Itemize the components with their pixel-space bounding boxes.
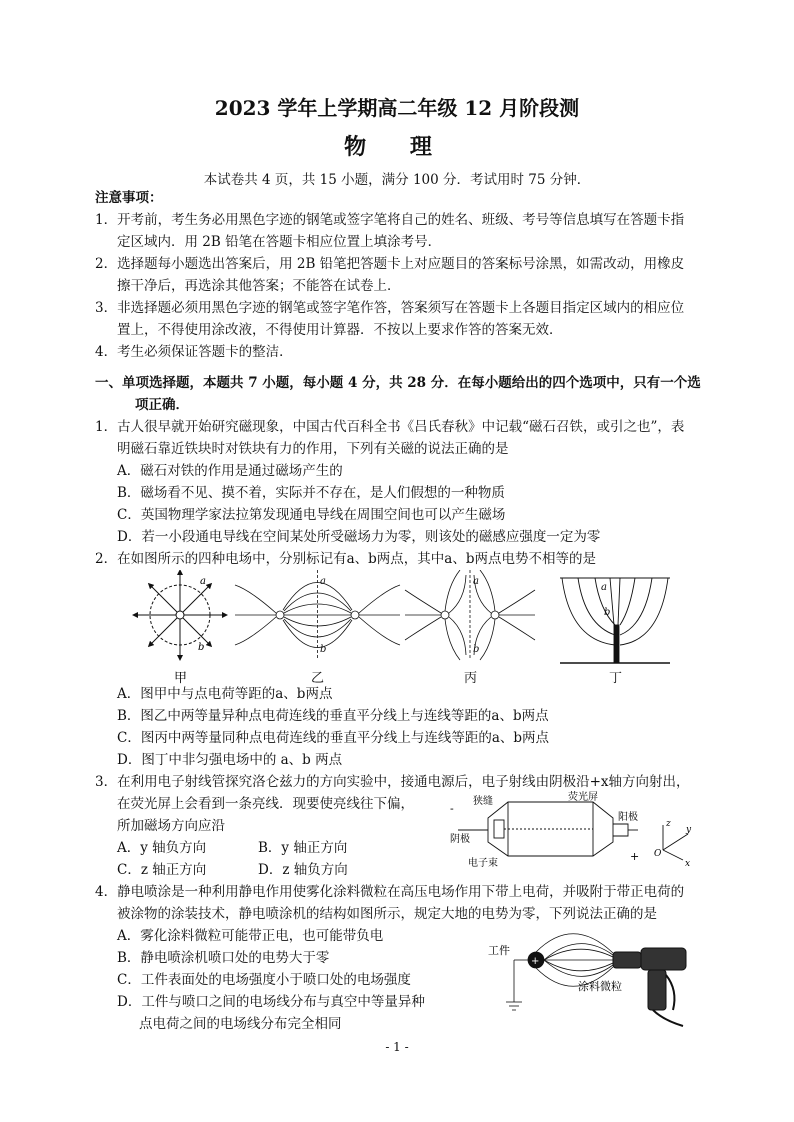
q2-stem: 2．在如图所示的四种电场中，分别标记有a、b两点，其中a、b两点电势不相等的是 <box>95 551 596 567</box>
q3-option-a: A．y 轴负方向 <box>117 840 207 856</box>
figure-bing <box>405 570 535 686</box>
q4-option-d: D．工件与喷口之间的电场线分布与真空中等量异种 <box>117 994 425 1010</box>
q3-stem: 3．在利用电子射线管探究洛仑兹力的方向实验中，接通电源后，电子射线由阴极沿+x轴方向射出， <box>95 774 690 790</box>
point-b-label: b <box>604 607 611 618</box>
screen-label: 荧光屏 <box>568 792 598 803</box>
note-line: 4．考生必须保证答题卡的整洁． <box>95 344 293 360</box>
anode-label: 阳极 <box>618 812 638 823</box>
axis-z: z <box>666 819 671 829</box>
q3-option-d: D．z 轴负方向 <box>258 862 348 878</box>
figure-label-jia: 甲 <box>174 671 188 686</box>
figure-label-yi: 乙 <box>311 671 325 686</box>
note-line: 定区域内．用 2B 铅笔在答题卡相应位置上填涂考号． <box>117 234 442 250</box>
point-a-label: a <box>473 576 479 587</box>
section-heading-cont: 项正确． <box>135 397 189 413</box>
workpiece-charge: + <box>531 956 540 967</box>
exam-title: 2023 学年上学期高二年级 12 月阶段测 <box>214 96 580 120</box>
cathode-label: 阴极 <box>450 834 470 845</box>
q4-option-a: A．雾化涂料微粒可能带正电，也可能带负电 <box>117 928 384 944</box>
anode-plus: + <box>630 850 640 863</box>
q2-figures <box>130 570 690 690</box>
figure-label-bing: 丙 <box>464 671 478 686</box>
q2-option-d: D．图丁中非匀强电场中的 a、b 两点 <box>117 752 343 768</box>
q4-option-d-cont: 点电荷之间的电场线分布完全相同 <box>139 1016 342 1032</box>
particles-label: 涂料微粒 <box>578 980 622 993</box>
workpiece-label: 工件 <box>488 944 510 957</box>
exam-meta: 本试卷共 4 页，共 15 小题，满分 100 分．考试用时 75 分钟． <box>203 172 591 188</box>
point-b-label: b <box>320 644 327 655</box>
note-line: 3．非选择题必须用黑色字迹的钢笔或签字笔作答，答案须写在答题卡上各题目指定区域内的相应位 <box>95 300 685 316</box>
point-b-label: b <box>473 644 480 655</box>
point-a-label: a <box>601 582 607 593</box>
q3-option-b: B．y 轴正方向 <box>258 840 348 856</box>
q1-option-a: A．磁石对铁的作用是通过磁场产生的 <box>117 463 343 479</box>
axis-origin: O <box>654 849 662 859</box>
q2-option-b: B．图乙中两等量异种点电荷连线的垂直平分线上与连线等距的a、b两点 <box>117 708 549 724</box>
figure-jia <box>135 572 225 686</box>
figure-ding <box>560 578 670 686</box>
axis-y: y <box>686 825 692 835</box>
page-number: - 1 - <box>385 1040 409 1054</box>
slit-label: 狭缝 <box>473 796 493 807</box>
note-line: 置上，不得使用涂改液，不得使用计算器．不按以上要求作答的答案无效． <box>117 322 563 338</box>
q1-option-d: D．若一小段通电导线在空间某处所受磁场力为零，则该处的磁感应强度一定为零 <box>117 529 601 545</box>
note-line: 1．开考前，考生务必用黑色字迹的钢笔或签字笔将自己的姓名、班级、考号等信息填写在答题卡指 <box>95 212 685 228</box>
q4-option-b: B．静电喷涂机喷口处的电势大于零 <box>117 950 330 966</box>
cathode-minus: - <box>450 802 454 815</box>
note-line: 2．选择题每小题选出答案后，用 2B 铅笔把答题卡上对应题目的答案标号涂黑，如需改动，用橡皮 <box>95 256 685 272</box>
q3-tube-figure <box>448 790 698 872</box>
q3-stem-cont2: 所加磁场方向应沿 <box>117 818 225 834</box>
q2-option-c: C．图丙中两等量同种点电荷连线的垂直平分线上与连线等距的a、b两点 <box>117 730 550 746</box>
point-a-label: a <box>320 576 326 587</box>
q3-stem-cont: 在荧光屏上会看到一条亮线．现要使亮线往下偏， <box>117 796 414 812</box>
beam-label: 电子束 <box>468 858 498 869</box>
section-heading: 一、单项选择题，本题共 7 小题，每小题 4 分，共 28 分．在每小题给出的四个选项中，只有一个选 <box>95 375 701 391</box>
q4-option-c: C．工件表面处的电场强度小于喷口处的电场强度 <box>117 972 411 988</box>
q1-stem: 1．古人很早就开始研究磁现象，中国古代百科全书《吕氏春秋》中记载“磁石召铁，或引之也”，表 <box>95 419 685 435</box>
q4-stem-cont: 被涂物的涂装技术，静电喷涂机的结构如图所示，规定大地的电势为零，下列说法正确的是 <box>117 906 657 922</box>
q1-stem-cont: 明磁石靠近铁块时对铁块有力的作用，下列有关磁的说法正确的是 <box>117 441 509 457</box>
q2-option-a: A．图甲中与点电荷等距的a、b两点 <box>117 686 333 702</box>
point-b-label: b <box>198 642 205 653</box>
figure-yi <box>235 570 400 686</box>
q1-option-b: B．磁场看不见、摸不着，实际并不存在，是人们假想的一种物质 <box>117 485 505 501</box>
q1-option-c: C．英国物理学家法拉第发现通电导线在周围空间也可以产生磁场 <box>117 507 506 523</box>
q3-option-c: C．z 轴正方向 <box>117 862 207 878</box>
q4-stem: 4．静电喷涂是一种利用静电作用使雾化涂料微粒在高压电场作用下带上电荷，并吸附于带正电荷的 <box>95 884 685 900</box>
axis-x: x <box>685 859 691 869</box>
notes-heading: 注意事项： <box>95 190 163 206</box>
note-line: 擦干净后，再选涂其他答案；不能答在试卷上． <box>117 278 401 294</box>
figure-label-ding: 丁 <box>609 671 623 686</box>
point-a-label: a <box>200 576 206 587</box>
q4-spray-figure <box>488 930 713 1030</box>
subject-title: 物 理 <box>344 134 450 160</box>
